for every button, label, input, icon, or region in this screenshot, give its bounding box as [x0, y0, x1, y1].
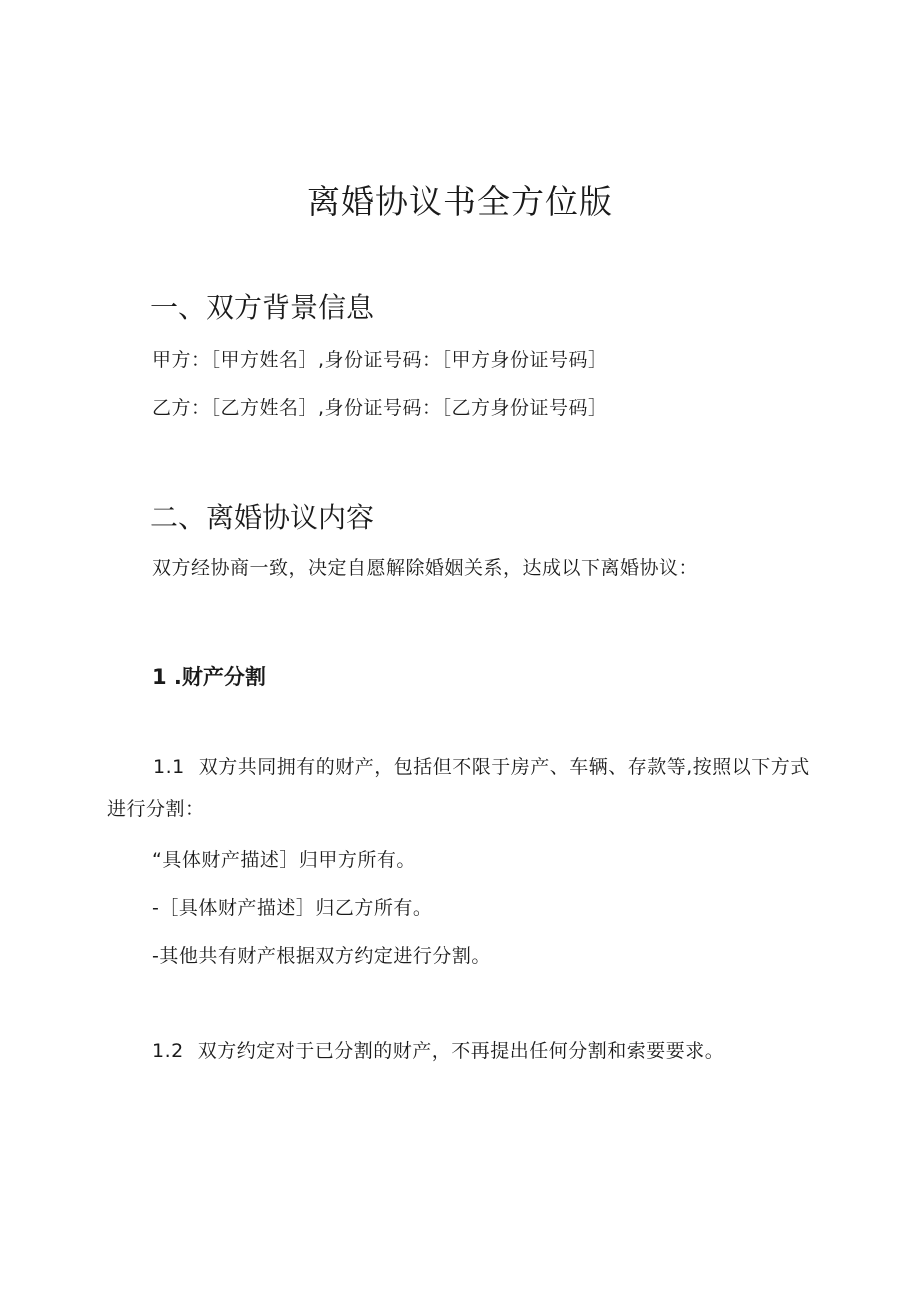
- property-item: “具体财产描述］归甲方所有。: [152, 849, 416, 871]
- party-a-info: 甲方：［甲方姓名］,身份证号码：［甲方身份证号码］: [152, 349, 608, 371]
- clause-number: 1.1: [153, 756, 185, 778]
- property-item: -其他共有财产根据双方约定进行分割。: [152, 945, 491, 967]
- agreement-intro: 双方经协商一致，决定自愿解除婚姻关系，达成以下离婚协议：: [152, 557, 699, 579]
- document-title: 离婚协议书全方位版: [307, 182, 613, 221]
- clause-text: 双方共同拥有的财产，包括但不限于房产、车辆、存款等,按照以下方式进行分割：: [107, 756, 810, 820]
- clause-1-2: [152, 1037, 724, 1065]
- section-heading-agreement: 二、离婚协议内容: [150, 501, 375, 534]
- section-heading-background: 一、双方背景信息: [150, 291, 375, 324]
- clause-text: 双方约定对于已分割的财产，不再提出任何分割和索要要求。: [197, 1040, 725, 1062]
- property-item: -［具体财产描述］归乙方所有。: [152, 897, 433, 919]
- party-b-info: 乙方：［乙方姓名］,身份证号码：［乙方身份证号码］: [152, 397, 608, 419]
- subsection-heading-property: 1 .财产分割: [152, 665, 266, 689]
- clause-number: 1.2: [152, 1040, 184, 1062]
- clause-1-1: [107, 746, 827, 830]
